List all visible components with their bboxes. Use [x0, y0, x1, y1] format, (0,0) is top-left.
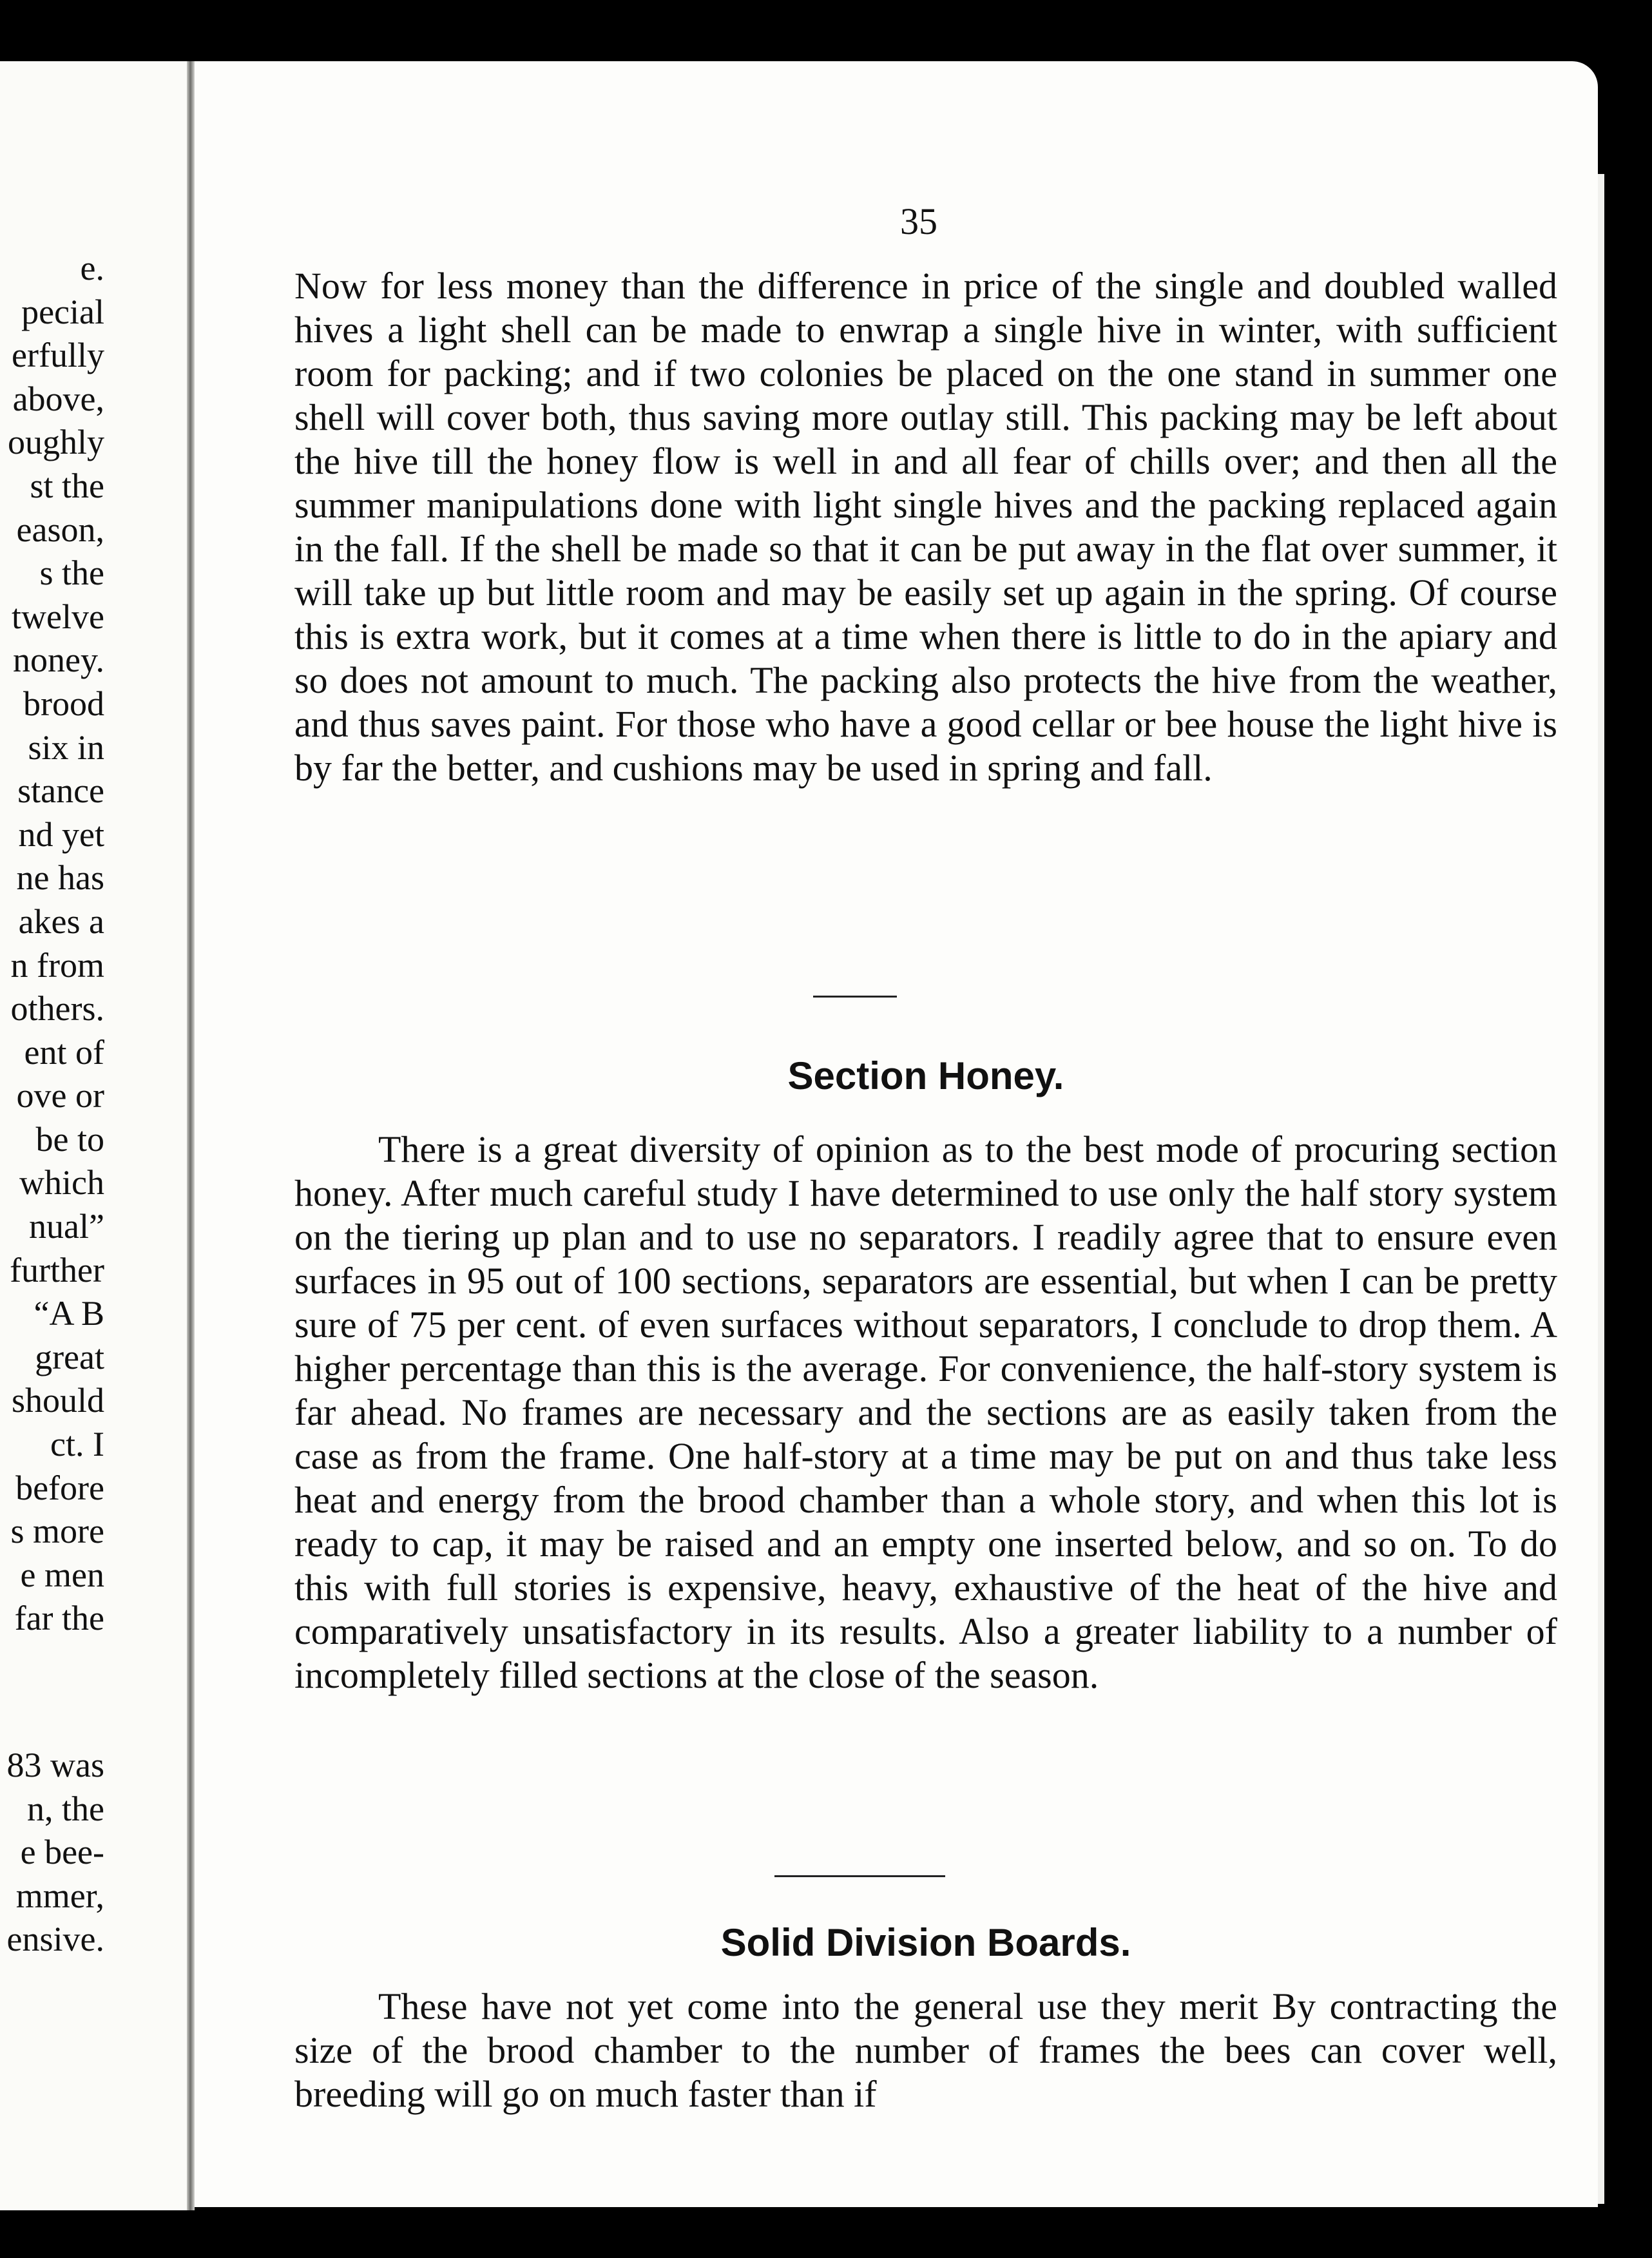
page-edge [1598, 174, 1604, 2204]
left-line: ne has [16, 858, 104, 898]
previous-page-edge [0, 61, 193, 2210]
left-line: “A B [34, 1294, 104, 1333]
opening-text [294, 264, 1557, 790]
left-line: mmer, [15, 1876, 104, 1915]
book-gutter [187, 61, 195, 2210]
left-line: which [19, 1163, 104, 1202]
left-line: stance [17, 771, 104, 811]
left-line: 83 was [6, 1746, 104, 1784]
left-line: far the [14, 1599, 104, 1638]
solid-division-boards-paragraph: These have not yet come into the general use they merit By contracting the size of the brood chamber to the number of frames the bees can cover well, breeding will go on much faster than if [294, 1985, 1557, 2115]
left-line: akes a [18, 902, 104, 941]
solid-division-boards-heading: Solid Division Boards. [720, 1921, 1131, 1964]
left-line: great [35, 1337, 104, 1376]
left-line: pecial [21, 292, 104, 331]
left-line: ent of [24, 1032, 104, 1072]
left-line: ove or [16, 1076, 104, 1115]
left-line: s more [10, 1512, 104, 1551]
left-blank-gap [7, 1641, 104, 1744]
left-line: n, the [27, 1789, 104, 1828]
page-number: 35 [900, 200, 937, 242]
left-line: brood [23, 684, 104, 723]
left-line: ensive. [6, 1920, 104, 1959]
left-line: before [15, 1468, 104, 1507]
left-line: e men [20, 1555, 104, 1594]
left-line: nd yet [18, 815, 104, 854]
section-honey-text [294, 1128, 1557, 1697]
left-line: nual” [29, 1207, 104, 1246]
previous-page-text [7, 247, 104, 1962]
left-line: further [10, 1250, 104, 1289]
left-line: e. [80, 249, 104, 287]
left-line: twelve [12, 597, 104, 636]
left-line: st the [30, 466, 104, 505]
solid-division-boards-text [294, 1985, 1557, 2116]
left-line: ct. I [50, 1425, 104, 1464]
section-honey-paragraph: There is a great diversity of opinion as to the best mode of procuring section honey. After much careful study I have determined to use only the half story system on the tiering up plan and to use no separators. I readily agree that to ensure even surfaces in 95 out of 100 sections, separators are essential, but when I can be pretty sure of 75 per cent. of even surfaces without separators, I conclude to drop them. A higher percentage than this is the average. For convenience, the half-story system is far ahead. No frames are necessary and the sections are as easily taken from the case as from the frame. One half-story at a time may be put on and thus take less heat and energy from the brood chamber than a whole story, and when this lot is ready to cap, it may be raised and an empty one inserted below, and so on. To do this with full stories is expensive, heavy, exhaustive of the heat of the hive and comparatively unsatisfactory in its results. Also a greater liability to a number of incompletely filled sections at the close of the season. [294, 1128, 1557, 1696]
section-divider [774, 1875, 945, 1877]
section-honey-heading: Section Honey. [787, 1054, 1064, 1097]
left-line: erfully [12, 336, 104, 375]
left-line: should [11, 1381, 104, 1420]
left-line: above, [12, 379, 104, 418]
left-line: be to [35, 1119, 104, 1159]
section-divider [813, 996, 897, 998]
left-line: eason, [16, 510, 104, 549]
left-line: others. [10, 989, 104, 1028]
book-page [195, 61, 1598, 2207]
left-line: e bee- [20, 1833, 104, 1872]
left-line: noney. [13, 641, 104, 680]
opening-paragraph: Now for less money than the difference in price of the single and doubled walled hives a light shell can be made to enwrap a single hive in winter, with sufficient room for packing; and if two colonies be placed on the one stand in summer one shell will cover both, thus saving more outlay still. This packing may be left about the hive till the honey flow is well in and all fear of chills over; and then all the summer manipulations done with light single hives and the packing replaced again in the fall. If the shell be made so that it can be put away in the flat over summer, it will take up but little room and may be easily set up again in the spring. Of course this is extra work, but it comes at a time when there is little to do in the apiary and so does not amount to much. The packing also protects the hive from the weather, and thus saves paint. For those who have a good cellar or bee house the light hive is by far the better, and cushions may be used in spring and fall. [294, 265, 1557, 789]
left-line: n from [10, 945, 104, 985]
left-line: six in [28, 728, 104, 767]
left-line: oughly [7, 423, 104, 462]
left-line: s the [39, 554, 104, 593]
